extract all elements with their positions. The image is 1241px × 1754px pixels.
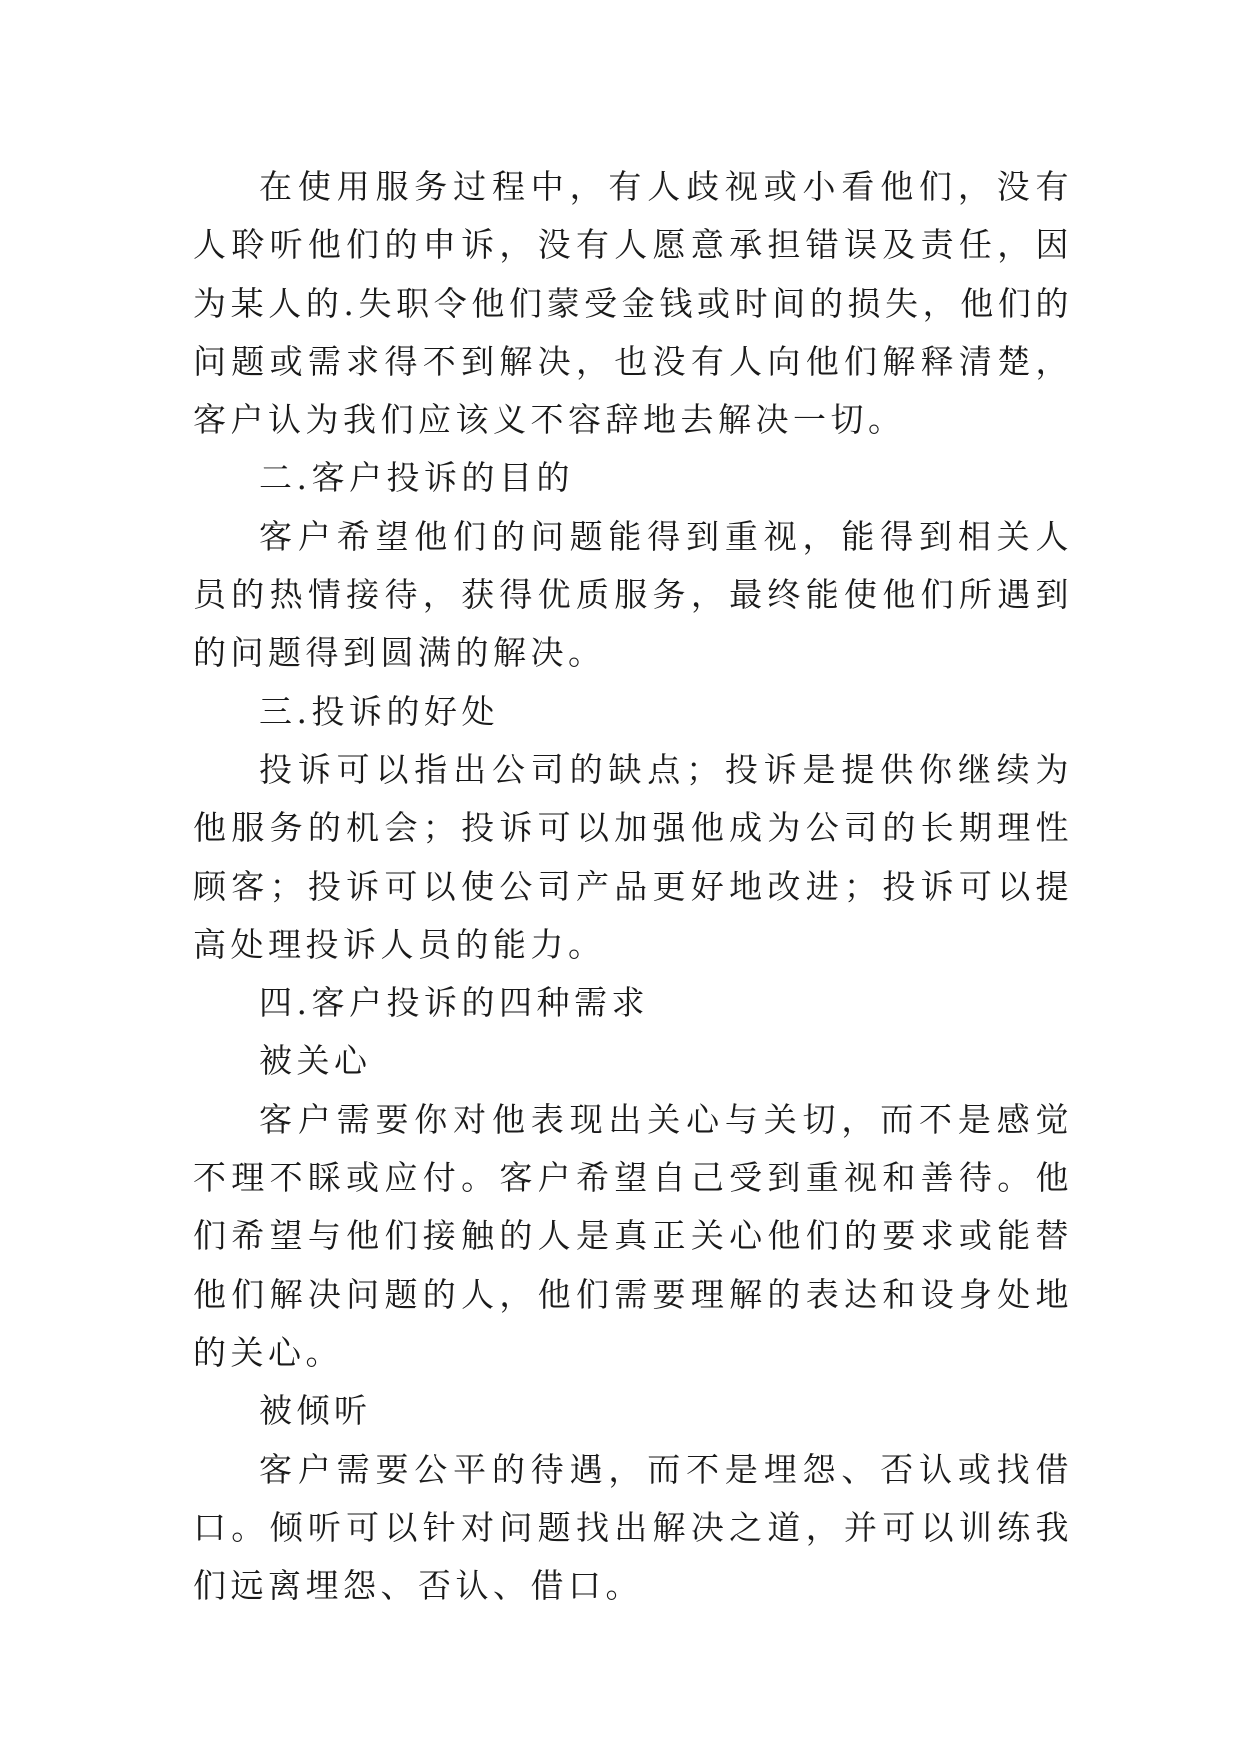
paragraph-complaint-benefits: 投诉可以指出公司的缺点；投诉是提供你继续为他服务的机会；投诉可以加强他成为公司的长期理性顾客；投诉可以使公司产品更好地改进；投诉可以提高处理投诉人员的能力。 [193,749,1073,964]
subheading-be-cared: 被关心 [259,1041,372,1081]
heading-four-needs: 四.客户投诉的四种需求 [259,983,649,1023]
paragraph-complaint-causes: 在使用服务过程中，有人歧视或小看他们，没有人聆听他们的申诉，没有人愿意承担错误及责任，因为某人的.失职令他们蒙受金钱或时间的损失，他们的问题或需求得不到解决，也没有人向他们解释清楚，客户认为我们应该义不容辞地去解决一切。 [193,167,1073,440]
paragraph-be-heard: 客户需要公平的待遇，而不是埋怨、否认或找借口。倾听可以针对问题找出解决之道，并可以训练我们远离埋怨、否认、借口。 [193,1449,1073,1606]
paragraph-be-cared: 客户需要你对他表现出关心与关切，而不是感觉不理不睬或应付。客户希望自己受到重视和善待。他们希望与他们接触的人是真正关心他们的要求或能替他们解决问题的人，他们需要理解的表达和设身处地的关心。 [193,1099,1073,1372]
paragraph-complaint-purpose: 客户希望他们的问题能得到重视，能得到相关人员的热情接待，获得优质服务，最终能使他们所遇到的问题得到圆满的解决。 [193,516,1073,673]
heading-complaint-benefits: 三.投诉的好处 [259,691,499,731]
document-body [193,158,1073,1615]
subheading-be-heard: 被倾听 [259,1391,372,1431]
heading-complaint-purpose: 二.客户投诉的目的 [259,458,574,498]
